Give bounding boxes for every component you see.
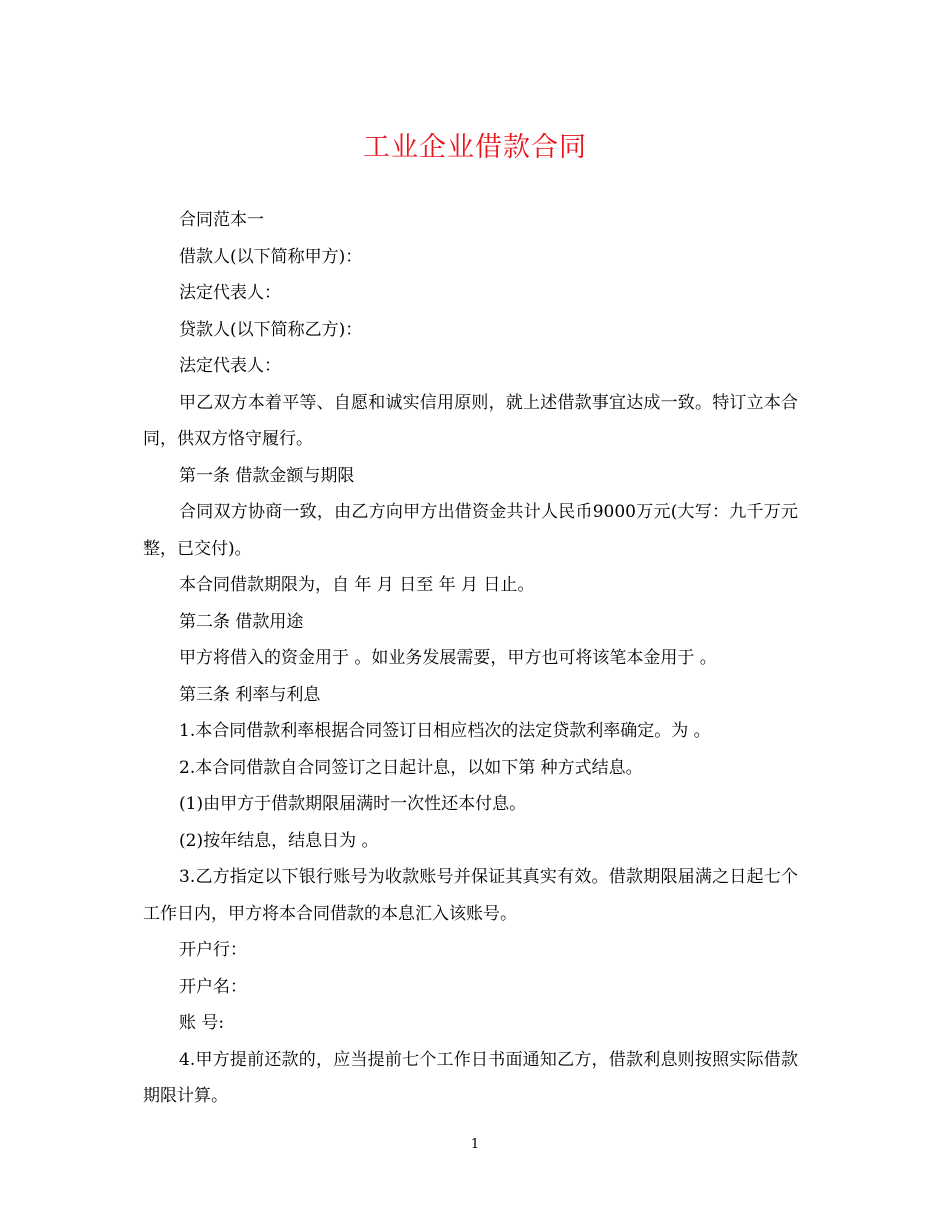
- document-title: 工业企业借款合同: [363, 132, 587, 163]
- paragraph-interest-calc: 2.本合同借款自合同签订之日起计息，以如下第 种方式结息。: [179, 757, 643, 778]
- paragraph-loan-amount: 合同双方协商一致，由乙方向甲方出借资金共计人民币9000万元(大写：九千万元整，已交付)。: [143, 502, 798, 559]
- heading-article-1: 第一条 借款金额与期限: [179, 465, 355, 486]
- paragraph-account-name: 开户名：: [179, 976, 247, 997]
- paragraph-bank-account: 3.乙方指定以下银行账号为收款账号并保证其真实有效。借款期限届满之日起七个工作日内，甲方将本合同借款的本息汇入该账号。: [143, 867, 798, 924]
- paragraph-borrower: 借款人(以下简称甲方)：: [179, 246, 363, 267]
- paragraph-lender-representative: 法定代表人：: [179, 356, 281, 376]
- paragraph-option-2: (2)按年结息，结息日为 。: [179, 830, 379, 851]
- paragraph-contract-sample: 合同范本一: [179, 210, 264, 230]
- paragraph-early-repayment: 4.甲方提前还款的，应当提前七个工作日书面通知乙方，借款利息则按照实际借款期限计算。: [143, 1049, 798, 1106]
- page-number: 1: [470, 1137, 480, 1152]
- paragraph-interest-rate: 1.本合同借款利率根据合同签订日相应档次的法定贷款利率确定。为 。: [179, 721, 711, 741]
- paragraph-borrower-representative: 法定代表人：: [179, 283, 281, 303]
- paragraph-bank-name: 开户行：: [179, 940, 247, 960]
- heading-article-3: 第三条 利率与利息: [179, 684, 321, 705]
- paragraph-loan-term: 本合同借款期限为，自 年 月 日至 年 月 日止。: [179, 575, 535, 595]
- heading-article-2: 第二条 借款用途: [179, 611, 304, 632]
- paragraph-preamble: 甲乙双方本着平等、自愿和诚实信用原则，就上述借款事宜达成一致。特订立本合同，供双方恪守履行。: [143, 392, 798, 449]
- paragraph-account-number: 账 号:: [179, 1013, 225, 1033]
- paragraph-loan-purpose: 甲方将借入的资金用于 。如业务发展需要，甲方也可将该笔本金用于 。: [179, 648, 717, 668]
- document-body: [143, 202, 798, 1115]
- paragraph-option-1: (1)由甲方于借款期限届满时一次性还本付息。: [179, 794, 527, 814]
- paragraph-lender: 贷款人(以下简称乙方)：: [179, 319, 363, 340]
